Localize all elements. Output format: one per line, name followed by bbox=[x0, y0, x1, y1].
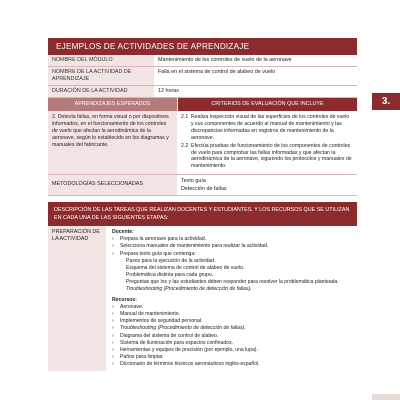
meta-label: DURACIÓN DE LA ACTIVIDAD bbox=[48, 86, 154, 97]
chevron-right-icon: › bbox=[112, 339, 114, 346]
list-item bbox=[112, 333, 351, 340]
chevron-right-icon: › bbox=[112, 311, 114, 318]
recursos-heading: Recursos: bbox=[112, 297, 137, 304]
chevron-right-icon: › bbox=[112, 318, 114, 325]
list-item bbox=[112, 318, 351, 325]
list-item-text: Sistema de iluminación para espacios confinados. bbox=[120, 339, 233, 346]
stage-content bbox=[106, 226, 357, 371]
list-item bbox=[112, 304, 351, 311]
list-item bbox=[112, 243, 351, 250]
stage-label: PREPARACIÓN DE LA ACTIVIDAD bbox=[48, 226, 106, 371]
methodology-item: Texto guía bbox=[181, 178, 206, 185]
list-item bbox=[112, 236, 351, 243]
sub-item: Preguntas que los y las estudiantes deben responder para resolver la problemática planteada. bbox=[126, 278, 339, 285]
meta-row-module bbox=[48, 55, 357, 67]
chevron-right-icon: › bbox=[112, 332, 114, 339]
list-item-text: Aeronave. bbox=[120, 304, 144, 311]
methodology-label: METODOLOGÍAS SELECCIONADAS bbox=[48, 175, 177, 195]
meta-value: Falla en el sistema de control de alabeo de vuelo bbox=[158, 69, 276, 75]
list-item bbox=[112, 251, 351, 258]
list-item bbox=[112, 354, 351, 361]
docente-heading: Docente: bbox=[112, 229, 134, 236]
stage-block bbox=[48, 226, 357, 371]
sub-item: Esquema del sistema de control de alabeo de vuelo. bbox=[126, 264, 245, 271]
meta-label: NOMBRE DEL MÓDULO bbox=[48, 55, 154, 66]
aprendizaje-text: 2. Detecta fallas, en forma visual o por dispositivos informados, en el funcionamiento de los controles de vuelo que afectan la aerodinámica de la aeronave, según lo establecido en los diagramas y manuales del fabricante. bbox=[48, 111, 177, 174]
list-item-text: Prepara la aeronave para la actividad. bbox=[120, 236, 207, 243]
chevron-right-icon: › bbox=[112, 353, 114, 360]
chevron-right-icon: › bbox=[112, 360, 114, 367]
header-criterios: CRITERIOS DE EVALUACIÓN QUE INCLUYE bbox=[178, 98, 357, 111]
list-item-text: Diagrama del sistema de control de alabeo. bbox=[120, 332, 219, 339]
page-corner-marker bbox=[372, 394, 400, 400]
criterion-number: 2.1 bbox=[181, 114, 189, 120]
meta-value: 12 horas bbox=[158, 88, 179, 94]
chevron-right-icon: › bbox=[112, 346, 114, 353]
description-banner: DESCRIPCIÓN DE LAS TAREAS QUE REALIZAN DOCENTES Y ESTUDIANTES, Y LOS RECURSOS QUE SE UTILIZAN EN CADA UNA DE LAS SIGUIENTES ETAPAS: bbox=[48, 202, 357, 226]
criteria-header bbox=[48, 98, 357, 111]
list-item-text: Manual de mantenimiento. bbox=[120, 311, 181, 318]
criteria-block bbox=[48, 111, 357, 175]
criterion-number: 2.2 bbox=[181, 142, 189, 149]
meta-row-duration bbox=[48, 86, 357, 98]
activity-sheet bbox=[48, 38, 357, 371]
meta-value: Mantenimiento de los controles de vuelo de la aeronave bbox=[158, 57, 292, 63]
sub-item: Pasos para la ejecución de la actividad. bbox=[126, 257, 216, 264]
list-item-text: Diccionario de términos técnicos aeronáuticos inglés-español. bbox=[120, 360, 260, 367]
chevron-right-icon: › bbox=[112, 250, 114, 257]
list-item-text: Implementos de seguridad personal. bbox=[120, 318, 203, 325]
criterion-item bbox=[181, 143, 353, 171]
methodology-row bbox=[48, 175, 357, 196]
chevron-right-icon: › bbox=[112, 243, 114, 250]
criteria-list bbox=[177, 111, 357, 174]
header-aprendizajes: APRENDIZAJES ESPERADOS bbox=[48, 98, 177, 111]
criterion-item bbox=[181, 114, 353, 142]
criterion-text: Efectúa pruebas de funcionamiento de los componentes de controles de vuelo para comprobar las fallas informadas y que afectan la aerodinámica de la aeronave, siguiendo los protocolos y manuales de mantenimiento. bbox=[191, 142, 352, 170]
list-item bbox=[112, 347, 351, 354]
list-item-text: Paños para limpiar. bbox=[120, 353, 164, 360]
sub-item: Troubleshooting (Procedimiento de detección de fallas). bbox=[126, 286, 252, 292]
methodology-list bbox=[177, 175, 357, 195]
meta-label: NOMBRE DE LA ACTIVIDAD DE APRENDIZAJE bbox=[48, 67, 154, 85]
section-tab: 3. bbox=[372, 93, 400, 110]
page-title: EJEMPLOS DE ACTIVIDADES DE APRENDIZAJE bbox=[48, 38, 357, 55]
list-item bbox=[112, 361, 351, 368]
list-item-text: Herramientas y equipos de precisión (por ejemplo, una lupa). bbox=[120, 346, 258, 353]
chevron-right-icon: › bbox=[112, 304, 114, 311]
chevron-right-icon: › bbox=[112, 325, 114, 332]
list-item bbox=[112, 325, 351, 332]
sub-item: Problemática distinta para cada grupo. bbox=[126, 271, 214, 278]
list-item-text: Prepara texto guía que contenga: bbox=[120, 250, 196, 257]
list-item-text: Troubleshooting (Procedimiento de detección de fallas). bbox=[120, 325, 246, 332]
chevron-right-icon: › bbox=[112, 236, 114, 243]
list-item bbox=[112, 311, 351, 318]
criterion-text: Realiza inspección visual de las superficies de los controles de vuelo y sus componentes de acuerdo al manual de mantenimiento y las discrepancias informadas en registros de mantenimiento de la aeronave. bbox=[191, 114, 350, 141]
methodology-item: Detección de fallas bbox=[181, 186, 227, 193]
list-item bbox=[112, 340, 351, 347]
list-item-text: Selecciona manuales de mantenimiento para realizar la actividad. bbox=[120, 243, 269, 250]
meta-row-activity bbox=[48, 67, 357, 86]
